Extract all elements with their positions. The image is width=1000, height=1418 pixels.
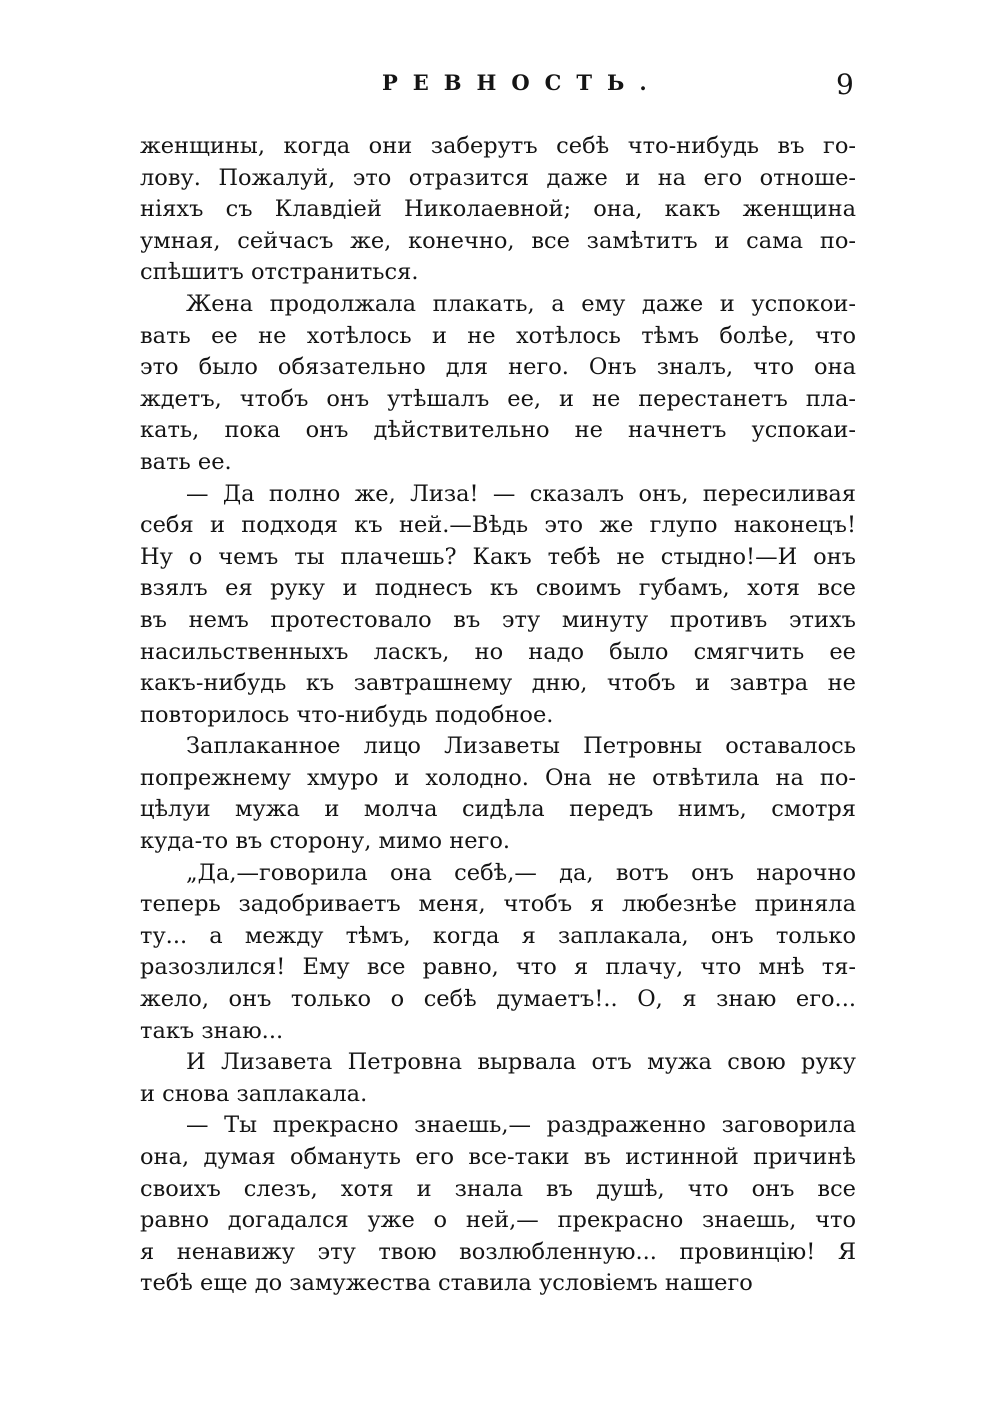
text-line: себя и подходя къ ней.—Вѣдь это же глупо наконецъ! [140,512,856,539]
text-line: и снова заплакала. [140,1080,368,1107]
text-line: разозлился! Ему все равно, что я плачу, что мнѣ тя- [140,954,856,981]
text-line: куда-то въ сторону, мимо него. [140,828,511,855]
text-line: „Да,—говорила она себѣ,— да, вотъ онъ нарочно [186,859,856,886]
text-line: тебѣ еще до замужества ставила условіемъ нашего [140,1270,753,1297]
text-line: Жена продолжала плакать, а ему даже и успокои- [186,290,856,317]
paragraph [140,479,856,732]
text-line: взялъ ея руку и поднесъ къ своимъ губамъ, хотя все [140,575,856,602]
paragraph [140,1047,856,1110]
text-line: это было обязательно для него. Онъ зналъ, что она [140,354,856,381]
text-line: своихъ слезъ, хотя и знала въ душѣ, что онъ все [140,1175,856,1202]
text-line: Заплаканное лицо Лизаветы Петровны оставалось [186,733,856,760]
text-line: умная, сейчасъ же, конечно, все замѣтитъ и сама по- [140,227,856,254]
text-line: повторилось что-нибудь подобное. [140,701,554,728]
text-line: она, думая обмануть его все-таки въ истинной причинѣ [140,1144,856,1170]
text-line: ждетъ, чтобъ онъ утѣшалъ ее, и не перестанетъ пла- [140,385,856,412]
running-head-title: РЕВНОСТЬ. [382,70,662,95]
text-line: вать ее не хотѣлось и не хотѣлось тѣмъ болѣе, что [140,322,856,349]
paragraph [140,1110,856,1300]
body-text [140,131,856,1300]
text-line: цѣлуи мужа и молча сидѣла передъ нимъ, смотря [140,796,856,823]
paragraph [140,131,856,289]
text-line: — Ты прекрасно знаешь,— раздраженно заговорила [186,1112,856,1139]
text-line: такъ знаю... [140,1017,284,1044]
text-line: равно догадался уже о ней,— прекрасно знаешь, что [140,1207,856,1234]
text-line: И Лизавета Петровна вырвала отъ мужа свою руку [186,1049,856,1076]
text-line: ту... а между тѣмъ, когда я заплакала, онъ только [140,922,856,949]
text-line: — Да полно же, Лиза! — сказалъ онъ, пересиливая [186,480,856,507]
text-line: я ненавижу эту твою возлюбленную... провинцію! Я [140,1238,856,1265]
text-line: Ну о чемъ ты плачешь? Какъ тебѣ не стыдно!—И онъ [140,543,856,570]
text-line: женщины, когда они заберутъ себѣ что-нибудь въ го- [140,133,856,159]
text-line: жело, онъ только о себѣ думаетъ!.. О, я знаю его... [140,986,856,1013]
text-line: вать ее. [140,448,232,475]
paragraph [140,289,856,479]
text-line: ніяхъ съ Клавдіей Николаевной; она, какъ женщина [140,196,856,223]
text-line: въ немъ протестовало въ эту минуту противъ этихъ [140,606,856,633]
paragraph [140,731,856,857]
page-number: 9 [836,68,854,101]
paragraph [140,858,856,1048]
text-line: насильственныхъ ласкъ, но надо было смягчить ее [140,638,856,665]
text-line: теперь задобриваетъ меня, чтобъ я любезнѣе приняла [140,891,856,918]
text-line: кать, пока онъ дѣйствительно не начнетъ успокаи- [140,417,856,444]
text-line: попрежнему хмуро и холодно. Она не отвѣтила на по- [140,764,856,791]
text-line: какъ-нибудь къ завтрашнему дню, чтобъ и завтра не [140,670,856,697]
text-line: лову. Пожалуй, это отразится даже и на его отноше- [140,164,856,191]
text-line: спѣшитъ отстраниться. [140,259,419,286]
